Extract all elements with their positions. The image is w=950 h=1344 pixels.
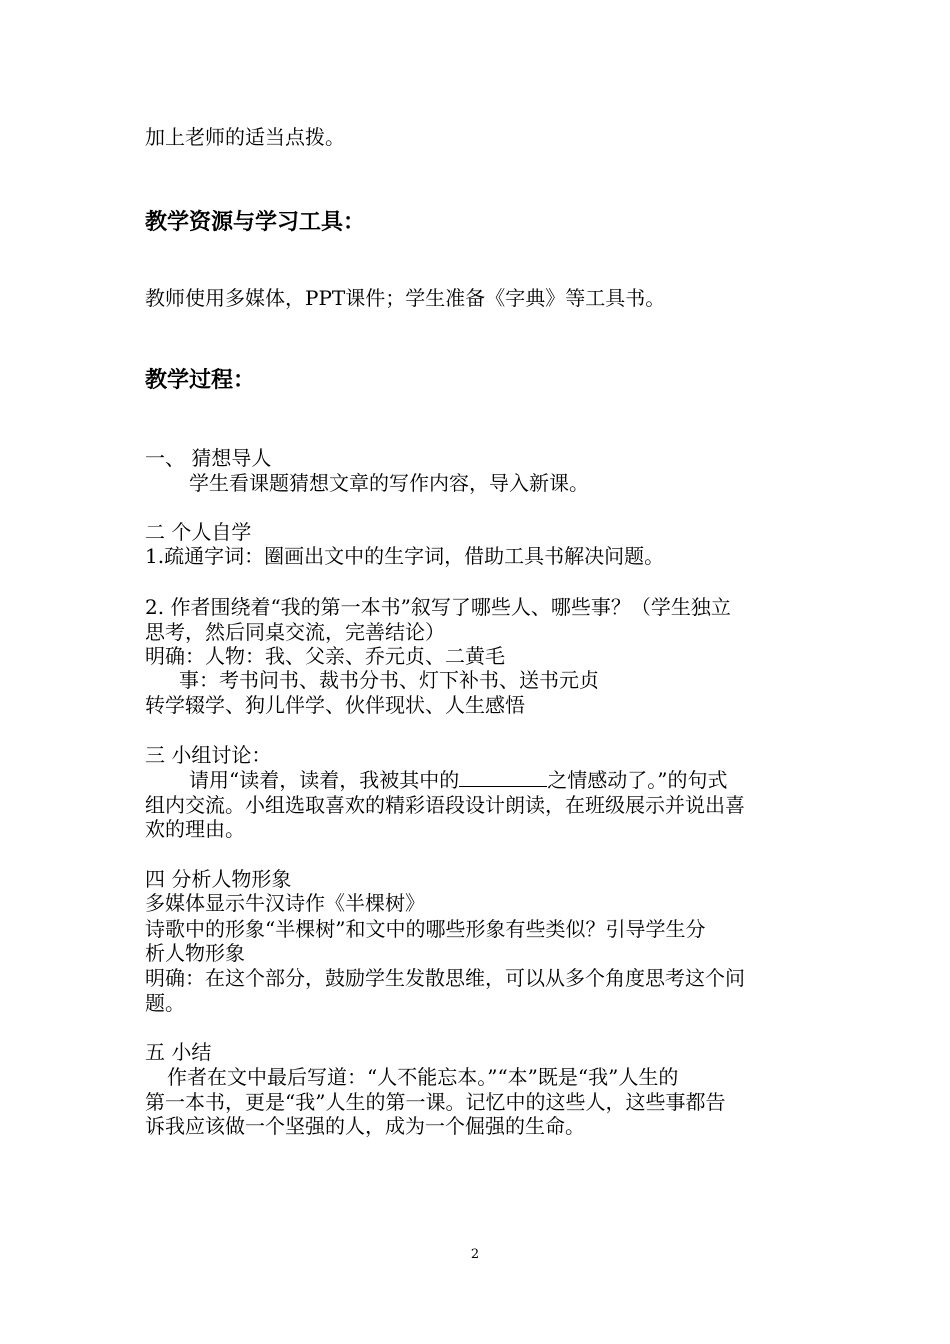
- section-4-line-4: 明确：在这个部分，鼓励学生发散思维，可以从多个角度思考这个问: [145, 966, 745, 990]
- section-3-line-2: 组内交流。小组选取喜欢的精彩语段设计朗读，在班级展示并说出喜: [145, 793, 745, 817]
- section-3-line-1-before: 请用“读着，读着，我被其中的: [189, 768, 460, 792]
- resources-heading: 教学资源与学习工具：: [145, 210, 366, 235]
- section-2-line-2: 2. 作者围绕着“我的第一本书”叙写了哪些人、哪些事？（学生独立: [145, 595, 731, 619]
- fill-in-blank: [459, 768, 547, 787]
- section-2-title: 二 个人自学: [145, 520, 252, 544]
- section-4-title: 四 分析人物形象: [145, 867, 292, 891]
- section-1-line-1: 学生看课题猜想文章的写作内容，导入新课。: [189, 471, 589, 495]
- resources-text: 教师使用多媒体，PPT课件；学生准备《字典》等工具书。: [145, 286, 666, 310]
- section-4-line-1: 多媒体显示牛汉诗作《半棵树》: [145, 891, 425, 915]
- intro-tail-text: 加上老师的适当点拨。: [145, 125, 345, 149]
- section-2-line-6: 转学辍学、狗儿伴学、伙伴现状、人生感悟: [145, 693, 525, 717]
- section-5-line-2: 第一本书，更是“我”人生的第一课。记忆中的这些人，这些事都告: [145, 1090, 726, 1114]
- section-4-line-2: 诗歌中的形象“半棵树”和文中的哪些形象有些类似？引导学生分: [145, 917, 706, 941]
- section-4-line-3: 析人物形象: [145, 941, 245, 965]
- section-2-line-3: 思考，然后同桌交流，完善结论）: [145, 620, 445, 644]
- page-number: 2: [470, 1247, 480, 1262]
- section-3-title: 三 小组讨论：: [145, 743, 272, 767]
- section-2-line-1: 1.疏通字词：圈画出文中的生字词，借助工具书解决问题。: [145, 544, 665, 568]
- section-3-line-1-after: 之情感动了。”的句式: [547, 768, 728, 792]
- section-4-line-5: 题。: [145, 991, 185, 1015]
- section-5-line-1: 作者在文中最后写道：“人不能忘本。”“本”既是“我”人生的: [167, 1065, 679, 1089]
- section-3-line-1: [189, 768, 727, 792]
- section-2-line-5: 事：考书问书、裁书分书、灯下补书、送书元贞: [179, 668, 599, 692]
- process-heading: 教学过程：: [145, 368, 256, 393]
- section-2-line-4: 明确：人物：我、父亲、乔元贞、二黄毛: [145, 644, 505, 668]
- section-3-line-3: 欢的理由。: [145, 817, 245, 841]
- section-5-line-3: 诉我应该做一个坚强的人，成为一个倔强的生命。: [145, 1114, 585, 1138]
- section-1-title: 一、 猜想导人: [145, 446, 272, 470]
- section-5-title: 五 小结: [145, 1040, 212, 1064]
